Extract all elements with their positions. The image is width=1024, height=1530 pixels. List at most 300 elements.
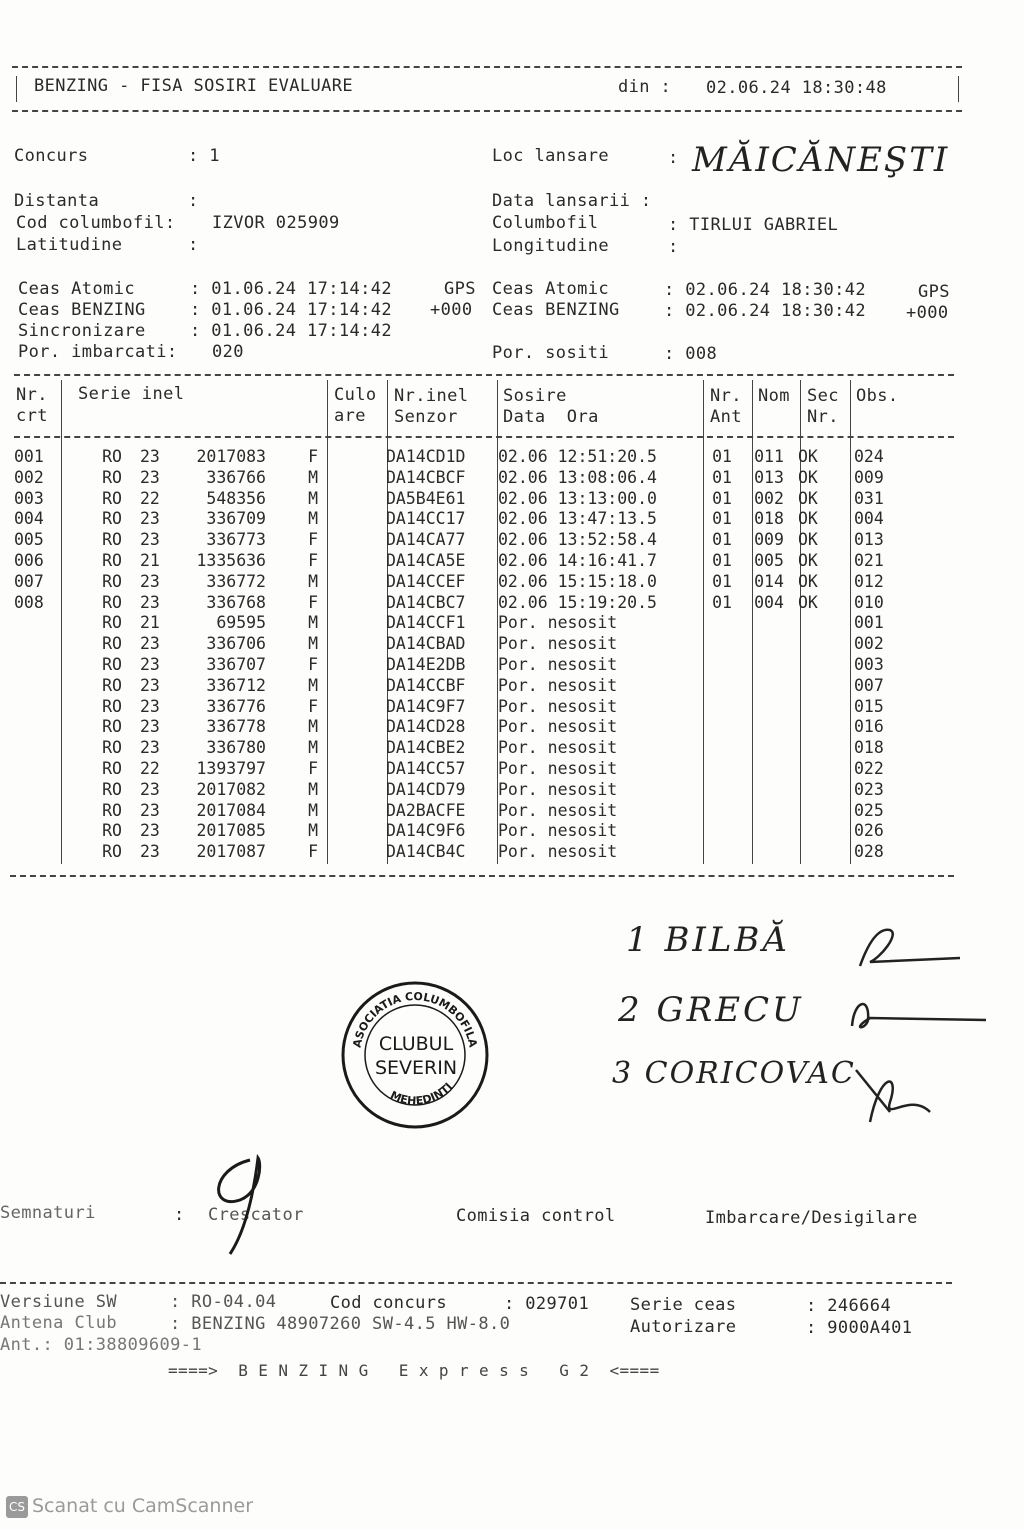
cell-year: 23 (140, 696, 160, 716)
cell-arrival: Por. nesosit (498, 634, 618, 654)
ceas-atomic-suffix: GPS (444, 279, 476, 299)
stamp-ring-text: ASOCIATIA COLUMBOFILA (350, 989, 480, 1049)
cell-country: RO (102, 530, 122, 550)
cell-obs: 021 (854, 550, 884, 570)
cell-sex: F (308, 592, 318, 612)
table-row (14, 634, 914, 655)
table-header-border (14, 436, 954, 438)
cell-year: 23 (140, 717, 160, 737)
cell-obs: 026 (854, 821, 884, 841)
cell-ring: 336768 (206, 592, 266, 612)
cell-nr (14, 676, 62, 697)
cell-obs: 010 (854, 592, 884, 612)
crescator-signature-scribble (200, 1150, 280, 1260)
cell-arrival: Por. nesosit (498, 654, 618, 674)
cell-sensor: DA14CBAD (386, 634, 466, 654)
cell-nom (746, 842, 792, 863)
cell-year: 23 (140, 447, 160, 466)
cell-obs: 025 (854, 800, 884, 820)
semnaturi-label: Semnaturi (0, 1203, 96, 1223)
cell-sex: F (308, 550, 318, 570)
cell-culoare (326, 447, 380, 468)
cell-culoare (326, 489, 380, 510)
autorizare-value: : 9000A401 (806, 1318, 913, 1338)
latitudine-colon: : (188, 235, 199, 255)
cell-ring: 336778 (206, 717, 266, 737)
cell-culoare (326, 572, 380, 593)
cell-ant (698, 717, 746, 738)
cell-ring: 1393797 (196, 758, 266, 778)
antena-value: : BENZING 48907260 SW-4.5 HW-8.0 (170, 1314, 511, 1334)
cell-year: 23 (140, 634, 160, 654)
cell-sex: M (308, 571, 318, 591)
cell-sensor: DA14CA77 (386, 530, 466, 550)
cell-country: RO (102, 675, 122, 695)
cell-nr: 002 (14, 467, 44, 487)
cell-ant (698, 801, 746, 822)
cell-obs: 004 (854, 509, 884, 529)
cell-nr: 003 (14, 488, 44, 508)
cell-sex: F (308, 447, 318, 466)
cell-sec (792, 821, 844, 842)
cell-nom (746, 738, 792, 759)
cell-sensor: DA14CC17 (386, 509, 466, 529)
cell-sex: M (308, 717, 318, 737)
cell-ring: 69595 (216, 613, 266, 633)
cell-culoare (326, 551, 380, 572)
cell-sec: OK (798, 530, 818, 550)
cell-arrival: Por. nesosit (498, 738, 618, 758)
footer-top-border (0, 1282, 952, 1284)
table-row (14, 572, 914, 593)
cell-culoare (326, 634, 380, 655)
sincronizare-label: Sincronizare (18, 321, 146, 341)
th-nr-bottom: crt (16, 406, 48, 426)
cell-ring: 336772 (206, 571, 266, 591)
ceas-benzing-suffix: +000 (430, 300, 473, 320)
cell-sensor: DA14CCEF (386, 571, 466, 591)
cell-nr (14, 842, 62, 863)
cell-sec: OK (798, 509, 818, 529)
cell-country: RO (102, 592, 122, 612)
cell-ant: 01 (712, 530, 732, 550)
cell-arrival: Por. nesosit (498, 821, 618, 841)
th-culo-top: Culo (334, 385, 377, 405)
cell-arrival: Por. nesosit (498, 696, 618, 716)
cell-sec (792, 634, 844, 655)
cell-sensor: DA14CD79 (386, 779, 466, 799)
cell-ring: 2017084 (196, 800, 266, 820)
cell-ant (698, 821, 746, 842)
cell-obs: 009 (854, 467, 884, 487)
cell-sex: M (308, 467, 318, 487)
ceas-benzing-right-suffix: +000 (906, 303, 949, 323)
cell-year: 21 (140, 550, 160, 570)
camscanner-logo-icon: CS (6, 1496, 28, 1518)
cell-ant: 01 (712, 467, 732, 487)
cell-arrival: Por. nesosit (498, 842, 618, 862)
cell-culoare (326, 530, 380, 551)
cell-nom (746, 801, 792, 822)
cell-nom (746, 759, 792, 780)
camscanner-watermark (6, 1495, 253, 1518)
table-top-border (14, 374, 954, 376)
table-row (14, 759, 914, 780)
cell-ring: 2017085 (196, 821, 266, 841)
distanta-label: Distanta (14, 191, 100, 211)
th-sec-top: Sec (807, 386, 839, 406)
cell-nom (746, 697, 792, 718)
cell-nom: 018 (754, 509, 784, 529)
cell-country: RO (102, 488, 122, 508)
cell-ant (698, 738, 746, 759)
cell-sensor: DA14C9F6 (386, 821, 466, 841)
cell-sensor: DA14CD28 (386, 717, 466, 737)
th-ant-bottom: Ant (710, 407, 742, 427)
cell-country: RO (102, 634, 122, 654)
cell-sensor: DA14CBE2 (386, 738, 466, 758)
cell-year: 23 (140, 800, 160, 820)
ceas-benzing-right-label: Ceas BENZING (492, 300, 620, 320)
cell-nom (746, 821, 792, 842)
cell-year: 23 (140, 821, 160, 841)
cell-country: RO (102, 821, 122, 841)
cell-ring: 2017082 (196, 779, 266, 799)
antena-label: Antena Club (0, 1313, 117, 1333)
cell-sex: F (308, 842, 318, 862)
th-sosire-bottom: Data Ora (503, 407, 599, 427)
header-top-border (12, 66, 962, 68)
handwritten-line-2: 2 GRECU (618, 990, 804, 1030)
cell-arrival: 02.06 15:19:20.5 (498, 592, 657, 612)
loc-lansare-label: Loc lansare (492, 146, 609, 166)
cell-ant (698, 613, 746, 634)
signature-scribble-2 (840, 990, 990, 1040)
cell-sex: M (308, 509, 318, 529)
table-row (14, 738, 914, 759)
cell-nr (14, 780, 62, 801)
cell-nom: 002 (754, 488, 784, 508)
sositi-label: Por. sositi (492, 343, 609, 363)
cell-sex: M (308, 821, 318, 841)
cell-sec (792, 697, 844, 718)
cell-sex: M (308, 634, 318, 654)
cell-country: RO (102, 613, 122, 633)
concurs-label: Concurs (14, 146, 89, 166)
serie-ceas-label: Serie ceas (630, 1295, 737, 1315)
serie-ceas-value: : 246664 (806, 1296, 892, 1316)
cell-culoare (326, 613, 380, 634)
table-row (14, 468, 914, 489)
table-bottom-border (10, 875, 954, 877)
cell-sec: OK (798, 571, 818, 591)
cell-obs: 016 (854, 717, 884, 737)
cell-culoare (326, 593, 380, 614)
imbarcati-label: Por. imbarcati: (18, 342, 178, 362)
cell-obs: 012 (854, 571, 884, 591)
cell-sensor: DA14CB4C (386, 842, 466, 862)
cell-culoare (326, 801, 380, 822)
table-row (14, 697, 914, 718)
cell-sec: OK (798, 592, 818, 612)
table-row (14, 509, 914, 530)
svg-text:MEHEDINTI (388, 1080, 455, 1107)
table-row (14, 551, 914, 572)
cell-culoare (326, 780, 380, 801)
cell-country: RO (102, 738, 122, 758)
cell-ant: 01 (712, 488, 732, 508)
cell-country: RO (102, 550, 122, 570)
cell-ring: 336766 (206, 467, 266, 487)
cell-sensor: DA14E2DB (386, 654, 466, 674)
cell-sensor: DA5B4E61 (386, 488, 466, 508)
cell-country: RO (102, 779, 122, 799)
semnaturi-colon: : (174, 1205, 185, 1225)
cell-culoare (326, 655, 380, 676)
cell-sex: M (308, 738, 318, 758)
cell-obs: 023 (854, 779, 884, 799)
cell-ring: 336712 (206, 675, 266, 695)
cell-nr (14, 738, 62, 759)
semnatura-crescator: Crescator (208, 1205, 304, 1225)
cell-ring: 336707 (206, 654, 266, 674)
cell-nom: 004 (754, 592, 784, 612)
cell-sec (792, 738, 844, 759)
cell-sec: OK (798, 447, 818, 466)
cod-columbofil-label: Cod columbofil: (16, 213, 176, 233)
th-ant-top: Nr. (710, 386, 742, 406)
cell-obs: 013 (854, 530, 884, 550)
cod-columbofil-value: IZVOR 025909 (212, 213, 340, 233)
cell-culoare (326, 759, 380, 780)
cell-arrival: 02.06 13:08:06.4 (498, 467, 657, 487)
cell-nom (746, 613, 792, 634)
cell-sex: F (308, 758, 318, 778)
cell-year: 23 (140, 675, 160, 695)
versiune-label: Versiune SW (0, 1292, 117, 1312)
cell-nr (14, 634, 62, 655)
handwritten-line-3: 3 CORICOVAC (612, 1056, 856, 1091)
th-senzor-bottom: Senzor (394, 407, 458, 427)
ceas-atomic-right-value: : 02.06.24 18:30:42 (664, 280, 867, 300)
latitudine-label: Latitudine (16, 235, 123, 255)
concurs-value: : 1 (188, 146, 220, 166)
cell-sex: M (308, 488, 318, 508)
cell-sec (792, 655, 844, 676)
cell-sex: M (308, 779, 318, 799)
cell-sex: F (308, 654, 318, 674)
cell-country: RO (102, 758, 122, 778)
loc-lansare-colon: : (668, 148, 679, 168)
table-row (14, 655, 914, 676)
th-sec-bottom: Nr. (807, 407, 839, 427)
cell-obs: 028 (854, 842, 884, 862)
table-row (14, 842, 914, 863)
cell-arrival: 02.06 13:47:13.5 (498, 509, 657, 529)
cell-arrival: Por. nesosit (498, 675, 618, 695)
cell-sec (792, 717, 844, 738)
cell-ring: 2017087 (196, 842, 266, 862)
cell-sex: F (308, 696, 318, 716)
cell-obs: 003 (854, 654, 884, 674)
cell-obs: 031 (854, 488, 884, 508)
cell-country: RO (102, 509, 122, 529)
cell-year: 21 (140, 613, 160, 633)
cell-nr (14, 821, 62, 842)
cell-sec (792, 613, 844, 634)
cell-culoare (326, 821, 380, 842)
cell-country: RO (102, 717, 122, 737)
cell-nr (14, 655, 62, 676)
table-row (14, 801, 914, 822)
cell-obs: 024 (854, 447, 884, 466)
cell-culoare (326, 842, 380, 863)
cell-culoare (326, 509, 380, 530)
columbofil-label: Columbofil (492, 213, 599, 233)
cell-obs: 007 (854, 675, 884, 695)
cell-nr: 001 (14, 447, 44, 466)
cell-nr (14, 759, 62, 780)
cell-ring: 336706 (206, 634, 266, 654)
ceas-atomic-right-suffix: GPS (918, 282, 950, 302)
table-row (14, 489, 914, 510)
cell-sensor: DA2BACFE (386, 800, 466, 820)
cell-country: RO (102, 842, 122, 862)
cell-year: 23 (140, 571, 160, 591)
cell-obs: 002 (854, 634, 884, 654)
cell-obs: 022 (854, 758, 884, 778)
cell-sec (792, 676, 844, 697)
imbarcati-value: 020 (212, 342, 244, 362)
cell-nr (14, 801, 62, 822)
cell-year: 22 (140, 758, 160, 778)
table-row (14, 780, 914, 801)
header-bottom-border (12, 110, 962, 112)
cell-ant: 01 (712, 550, 732, 570)
cell-arrival: Por. nesosit (498, 613, 618, 633)
cell-nr: 007 (14, 571, 44, 591)
sositi-value: : 008 (664, 344, 718, 364)
cell-nom: 011 (754, 447, 784, 466)
stamp-graphic (340, 980, 490, 1130)
cell-sensor: DA14CC57 (386, 758, 466, 778)
cell-country: RO (102, 800, 122, 820)
cell-sec: OK (798, 467, 818, 487)
table-row (14, 447, 914, 468)
cell-ring: 1335636 (196, 550, 266, 570)
cell-country: RO (102, 467, 122, 487)
cell-sensor: DA14CD1D (386, 447, 466, 466)
longitudine-label: Longitudine (492, 236, 609, 256)
ceas-atomic-value: : 01.06.24 17:14:42 (190, 279, 393, 299)
cell-sensor: DA14CCF1 (386, 613, 466, 633)
cell-year: 23 (140, 779, 160, 799)
stamp-center-line-1: CLUBUL (378, 1033, 454, 1055)
cell-obs: 015 (854, 696, 884, 716)
results-table (14, 447, 914, 863)
cell-nr (14, 697, 62, 718)
cell-sensor: DA14CBCF (386, 467, 466, 487)
table-row (14, 821, 914, 842)
cell-ant: 01 (712, 571, 732, 591)
cell-ant: 01 (712, 447, 732, 466)
cell-year: 23 (140, 509, 160, 529)
ant-label: Ant.: 01:38809609-1 (0, 1335, 203, 1355)
th-nom: Nom (758, 386, 790, 406)
cell-year: 23 (140, 530, 160, 550)
cell-arrival: Por. nesosit (498, 758, 618, 778)
cell-culoare (326, 468, 380, 489)
cell-sex: M (308, 800, 318, 820)
data-lansarii-label: Data lansarii : (492, 191, 652, 211)
cell-arrival: 02.06 13:52:58.4 (498, 530, 657, 550)
cell-year: 22 (140, 488, 160, 508)
header-left-border (16, 76, 17, 102)
cell-sensor: DA14CCBF (386, 675, 466, 695)
th-serie: Serie inel (78, 384, 185, 404)
ceas-benzing-value: : 01.06.24 17:14:42 (190, 300, 393, 320)
semnatura-imbarcare: Imbarcare/Desigilare (705, 1208, 918, 1228)
stamp-bottom-text: MEHEDINTI (388, 1080, 455, 1108)
cell-sex: M (308, 613, 318, 633)
cell-arrival: 02.06 15:15:18.0 (498, 571, 657, 591)
cell-arrival: 02.06 14:16:41.7 (498, 550, 657, 570)
cell-nom: 014 (754, 571, 784, 591)
cell-ring: 336780 (206, 738, 266, 758)
cell-obs: 018 (854, 738, 884, 758)
cell-ant (698, 634, 746, 655)
cell-nom (746, 676, 792, 697)
cell-sensor: DA14C9F7 (386, 696, 466, 716)
header-date-value: 02.06.24 18:30:48 (706, 78, 887, 98)
cell-sensor: DA14CBC7 (386, 592, 466, 612)
cell-country: RO (102, 696, 122, 716)
cell-nr: 006 (14, 550, 44, 570)
distanta-colon: : (188, 191, 199, 211)
cell-year: 23 (140, 842, 160, 862)
club-stamp (340, 980, 490, 1130)
cell-ant (698, 697, 746, 718)
cell-nr (14, 613, 62, 634)
cell-ring: 336776 (206, 696, 266, 716)
header-title: BENZING - FISA SOSIRI EVALUARE (34, 76, 354, 96)
cell-sec: OK (798, 550, 818, 570)
table-row (14, 530, 914, 551)
cell-sec (792, 780, 844, 801)
cell-sec (792, 759, 844, 780)
cell-year: 23 (140, 654, 160, 674)
ceas-atomic-label: Ceas Atomic (18, 279, 135, 299)
ceas-benzing-label: Ceas BENZING (18, 300, 146, 320)
cell-ant (698, 780, 746, 801)
header-right-border (958, 76, 959, 102)
camscanner-text: Scanat cu CamScanner (32, 1495, 254, 1517)
cell-ant (698, 842, 746, 863)
loc-lansare-handwritten: MĂICĂNEŞTI (692, 140, 950, 180)
cell-culoare (326, 717, 380, 738)
cell-nom (746, 655, 792, 676)
cell-ring: 2017083 (196, 447, 266, 466)
cell-ant (698, 655, 746, 676)
handwritten-line-1: 1 BILBĂ (626, 920, 790, 960)
cell-culoare (326, 738, 380, 759)
table-row (14, 676, 914, 697)
th-culo-bottom: are (334, 406, 366, 426)
cell-ant (698, 759, 746, 780)
cell-culoare (326, 697, 380, 718)
brand-line: ====> B E N Z I N G E x p r e s s G 2 <==== (168, 1361, 660, 1380)
cell-nom (746, 780, 792, 801)
